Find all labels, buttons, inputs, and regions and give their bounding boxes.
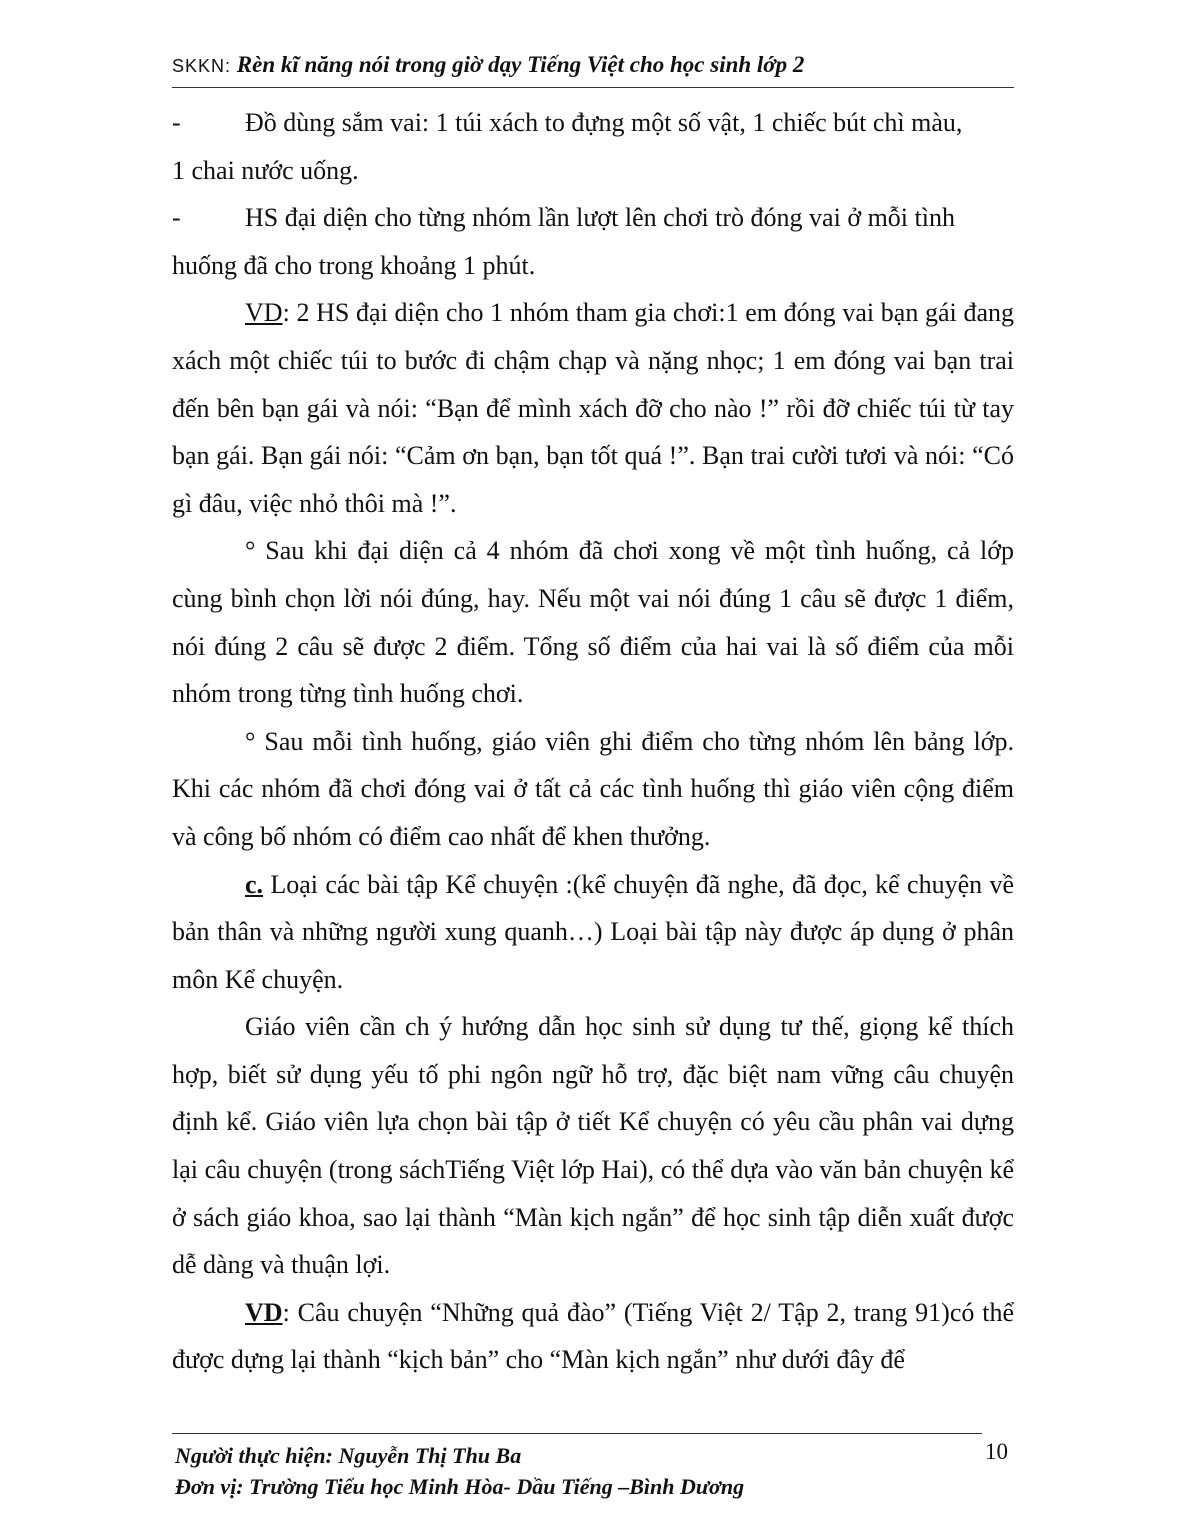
section-text: Loại các bài tập Kể chuyện :(kể chuyện đã nghe, đã đọc, kể chuyện về bản thân và những người xung quanh…) Loại bài tập này được áp dụng ở phân môn Kể chuyện. xyxy=(172,869,1014,994)
example-text: : 2 HS đại diện cho 1 nhóm tham gia chơi:1 em đóng vai bạn gái đang xách một chiếc túi to bước đi chậm chạp và nặng nhọc; 1 em đóng vai bạn trai đến bên bạn gái và nói: “Bạn để mình xách đỡ cho nào !” rồi đỡ chiếc túi từ tay bạn gái. Bạn gái nói: “Cảm ơn bạn, bạn tốt quá !”. Bạn trai cười tươi và nói: “Có gì đâu, việc nhỏ thôi mà !”. xyxy=(172,298,1014,518)
page-footer xyxy=(175,1440,1015,1502)
paragraph-voting: ° Sau khi đại diện cả 4 nhóm đã chơi xong về một tình huống, cả lớp cùng bình chọn lời nói đúng, hay. Nếu một vai nói đúng 1 câu sẽ được 1 điểm, nói đúng 2 câu sẽ được 2 điểm. Tổng số điểm của hai vai là số điểm của mỗi nhóm trong từng tình huống chơi. xyxy=(172,536,1014,709)
page-header xyxy=(172,50,1014,88)
footer-author: Người thực hiện: Nguyễn Thị Thu Ba xyxy=(175,1443,522,1468)
section-label: c. xyxy=(245,869,264,899)
bullet-dash: - xyxy=(172,108,181,137)
paragraph-storytelling-exercises xyxy=(172,861,1014,1004)
bullet-props-text: Đồ dùng sắm vai: 1 túi xách to đựng một số vật, 1 chiếc bút chì màu, xyxy=(245,108,963,137)
header-title: Rèn kĩ năng nói trong giờ dạy Tiếng Việt cho học sinh lớp 2 xyxy=(236,52,805,77)
document-body xyxy=(172,99,1014,1384)
paragraph-teacher-guidance: Giáo viên cần ch ý hướng dẫn học sinh sử dụng tư thế, giọng kể thích hợp, biết sử dụng yếu tố phi ngôn ngữ hỗ trợ, đặc biệt nam vững câu chuyện định kể. Giáo viên lựa chọn bài tập ở tiết Kể chuyện có yêu cầu phân vai dựng lại câu chuyện (trong sáchTiếng Việt lớp Hai), có thể dựa vào văn bản chuyện kể ở sách giáo khoa, sao lại thành “Màn kịch ngắn” để học sinh tập diễn xuất được dễ dàng và thuận lợi. xyxy=(172,1012,1014,1280)
paragraph-example-story xyxy=(172,1289,1014,1384)
paragraph-example-roleplay xyxy=(172,289,1014,527)
bullet-props-line-2: 1 chai nước uống. xyxy=(172,155,359,185)
header-prefix: SKKN: xyxy=(172,56,232,76)
bullet-props-line-1 xyxy=(172,99,1014,147)
bullet-play-line-2: huống đã cho trong khoảng 1 phút. xyxy=(172,250,536,280)
footer-unit: Đơn vị: Trường Tiểu học Minh Hòa- Dầu Tiếng –Bình Dương xyxy=(175,1474,745,1499)
example-label: VD xyxy=(245,298,283,328)
bullet-play-text: HS đại diện cho từng nhóm lần lượt lên chơi trò đóng vai ở mỗi tình xyxy=(245,203,955,233)
paragraph-scoring: ° Sau mỗi tình huống, giáo viên ghi điểm cho từng nhóm lên bảng lớp. Khi các nhóm đã chơi đóng vai ở tất cả các tình huống thì giáo viên cộng điểm và công bố nhóm có điểm cao nhất để khen thưởng. xyxy=(172,726,1014,851)
page-number: 10 xyxy=(985,1439,1008,1464)
bullet-play-line-1 xyxy=(172,194,1014,242)
example-text: : Câu chuyện “Những quả đào” (Tiếng Việt 2/ Tập 2, trang 91)có thể được dựng lại thành “kịch bản” cho “Màn kịch ngắn” như dưới đây để xyxy=(172,1297,1014,1375)
footer-divider xyxy=(172,1433,982,1434)
bullet-dash: - xyxy=(172,203,181,233)
example-label: VD xyxy=(245,1297,283,1327)
